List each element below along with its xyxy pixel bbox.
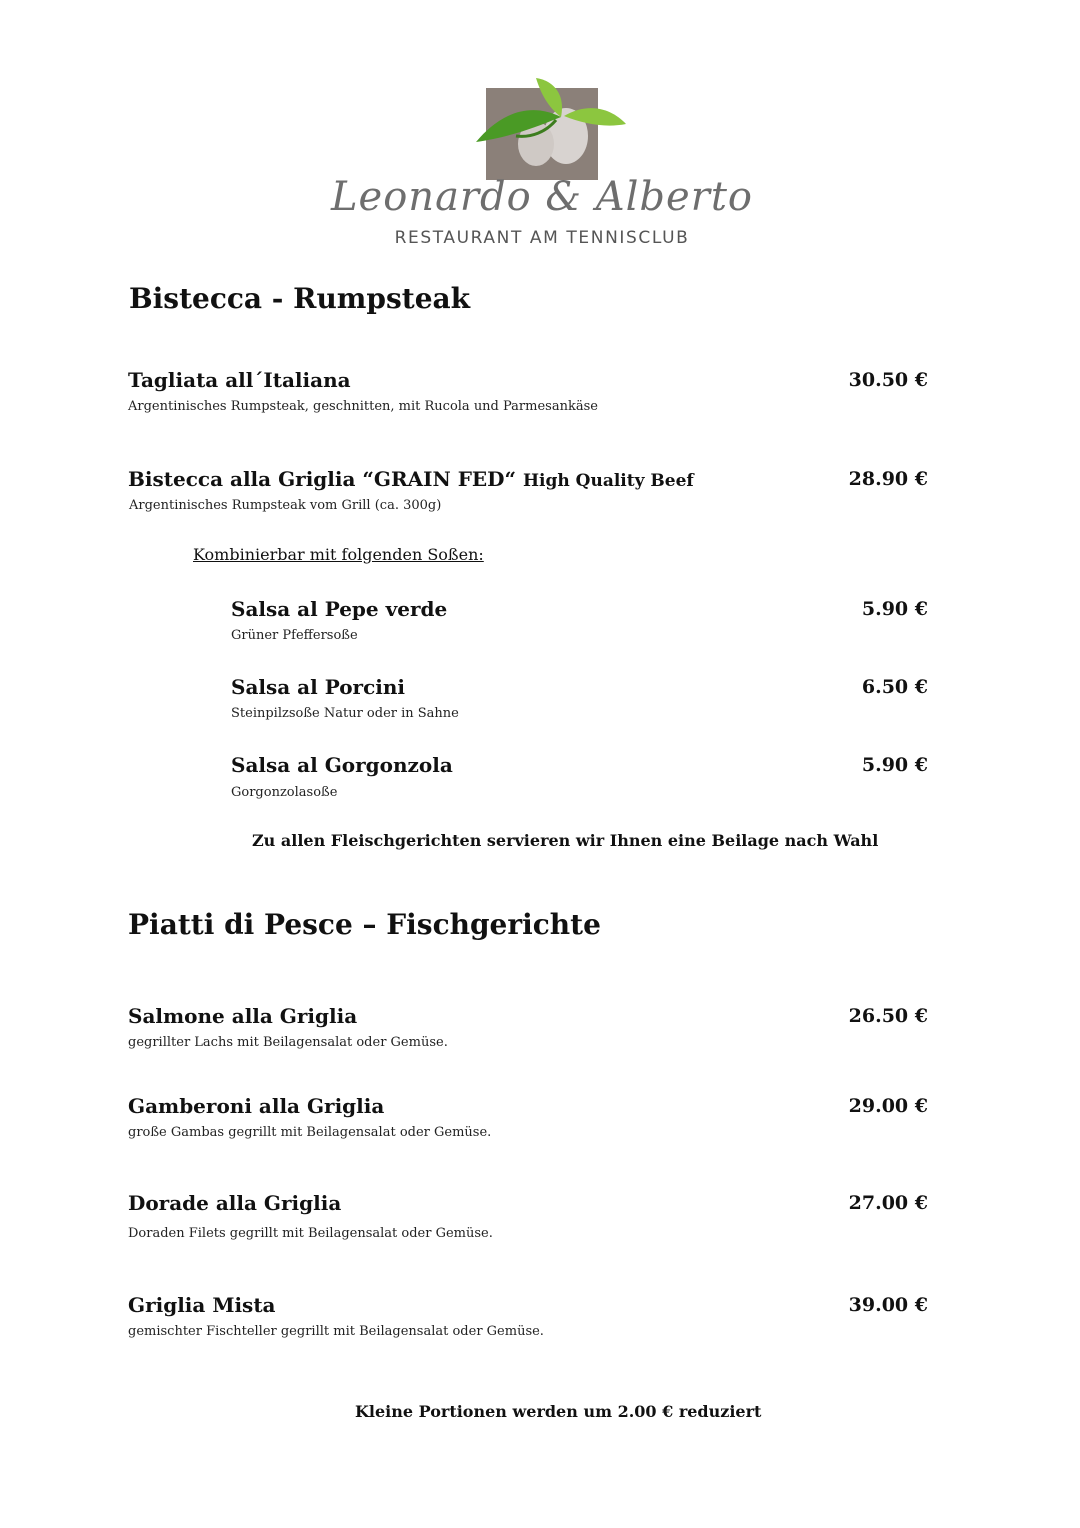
item-description: gemischter Fischteller gegrillt mit Beilagensalat oder Gemüse. <box>128 1324 544 1339</box>
item-name-main: Bistecca alla Griglia “GRAIN FED“ <box>128 467 517 491</box>
item-price: 39.00 € <box>848 1294 928 1316</box>
section-title-fish: Piatti di Pesce – Fischgerichte <box>128 908 601 941</box>
item-name: Salmone alla Griglia <box>128 1004 358 1028</box>
sauce-combo-label: Kombinierbar mit folgenden Soßen: <box>193 545 484 564</box>
item-name: Gamberoni alla Griglia <box>128 1094 385 1118</box>
item-name: Griglia Mista <box>128 1293 276 1317</box>
sauce-description: Grüner Pfeffersoße <box>231 628 358 643</box>
item-description: Argentinisches Rumpsteak vom Grill (ca. 300g) <box>129 498 442 513</box>
logo-subtitle: RESTAURANT AM TENNISCLUB <box>394 228 690 248</box>
item-description: Doraden Filets gegrillt mit Beilagensalat oder Gemüse. <box>128 1226 493 1241</box>
sauce-price: 6.50 € <box>861 676 928 698</box>
item-description: große Gambas gegrillt mit Beilagensalat oder Gemüse. <box>128 1125 492 1140</box>
sauce-description: Steinpilzsoße Natur oder in Sahne <box>231 706 459 721</box>
sauce-name: Salsa al Porcini <box>231 675 405 699</box>
side-dish-note: Zu allen Fleischgerichten servieren wir Ihnen eine Beilage nach Wahl <box>252 831 879 850</box>
sauce-price: 5.90 € <box>861 754 928 776</box>
logo-script-text: Leonardo & Alberto <box>330 174 753 220</box>
section-title-steak: Bistecca - Rumpsteak <box>129 282 471 315</box>
sauce-name: Salsa al Pepe verde <box>231 597 448 621</box>
item-name: Dorade alla Griglia <box>128 1191 342 1215</box>
sauce-price: 5.90 € <box>861 598 928 620</box>
item-price: 27.00 € <box>848 1192 928 1214</box>
item-price: 28.90 € <box>848 468 928 490</box>
item-price: 29.00 € <box>848 1095 928 1117</box>
sauce-name: Salsa al Gorgonzola <box>231 753 453 777</box>
item-name: Tagliata all´Italiana <box>128 368 351 392</box>
sauce-description: Gorgonzolasoße <box>231 785 338 800</box>
restaurant-logo <box>326 72 758 256</box>
item-description: gegrillter Lachs mit Beilagensalat oder Gemüse. <box>128 1035 448 1050</box>
item-name <box>128 467 694 491</box>
item-name-suffix: High Quality Beef <box>522 471 694 491</box>
item-price: 26.50 € <box>848 1005 928 1027</box>
item-description: Argentinisches Rumpsteak, geschnitten, mit Rucola und Parmesankäse <box>128 399 598 414</box>
item-price: 30.50 € <box>848 369 928 391</box>
small-portion-note: Kleine Portionen werden um 2.00 € reduziert <box>355 1402 762 1421</box>
